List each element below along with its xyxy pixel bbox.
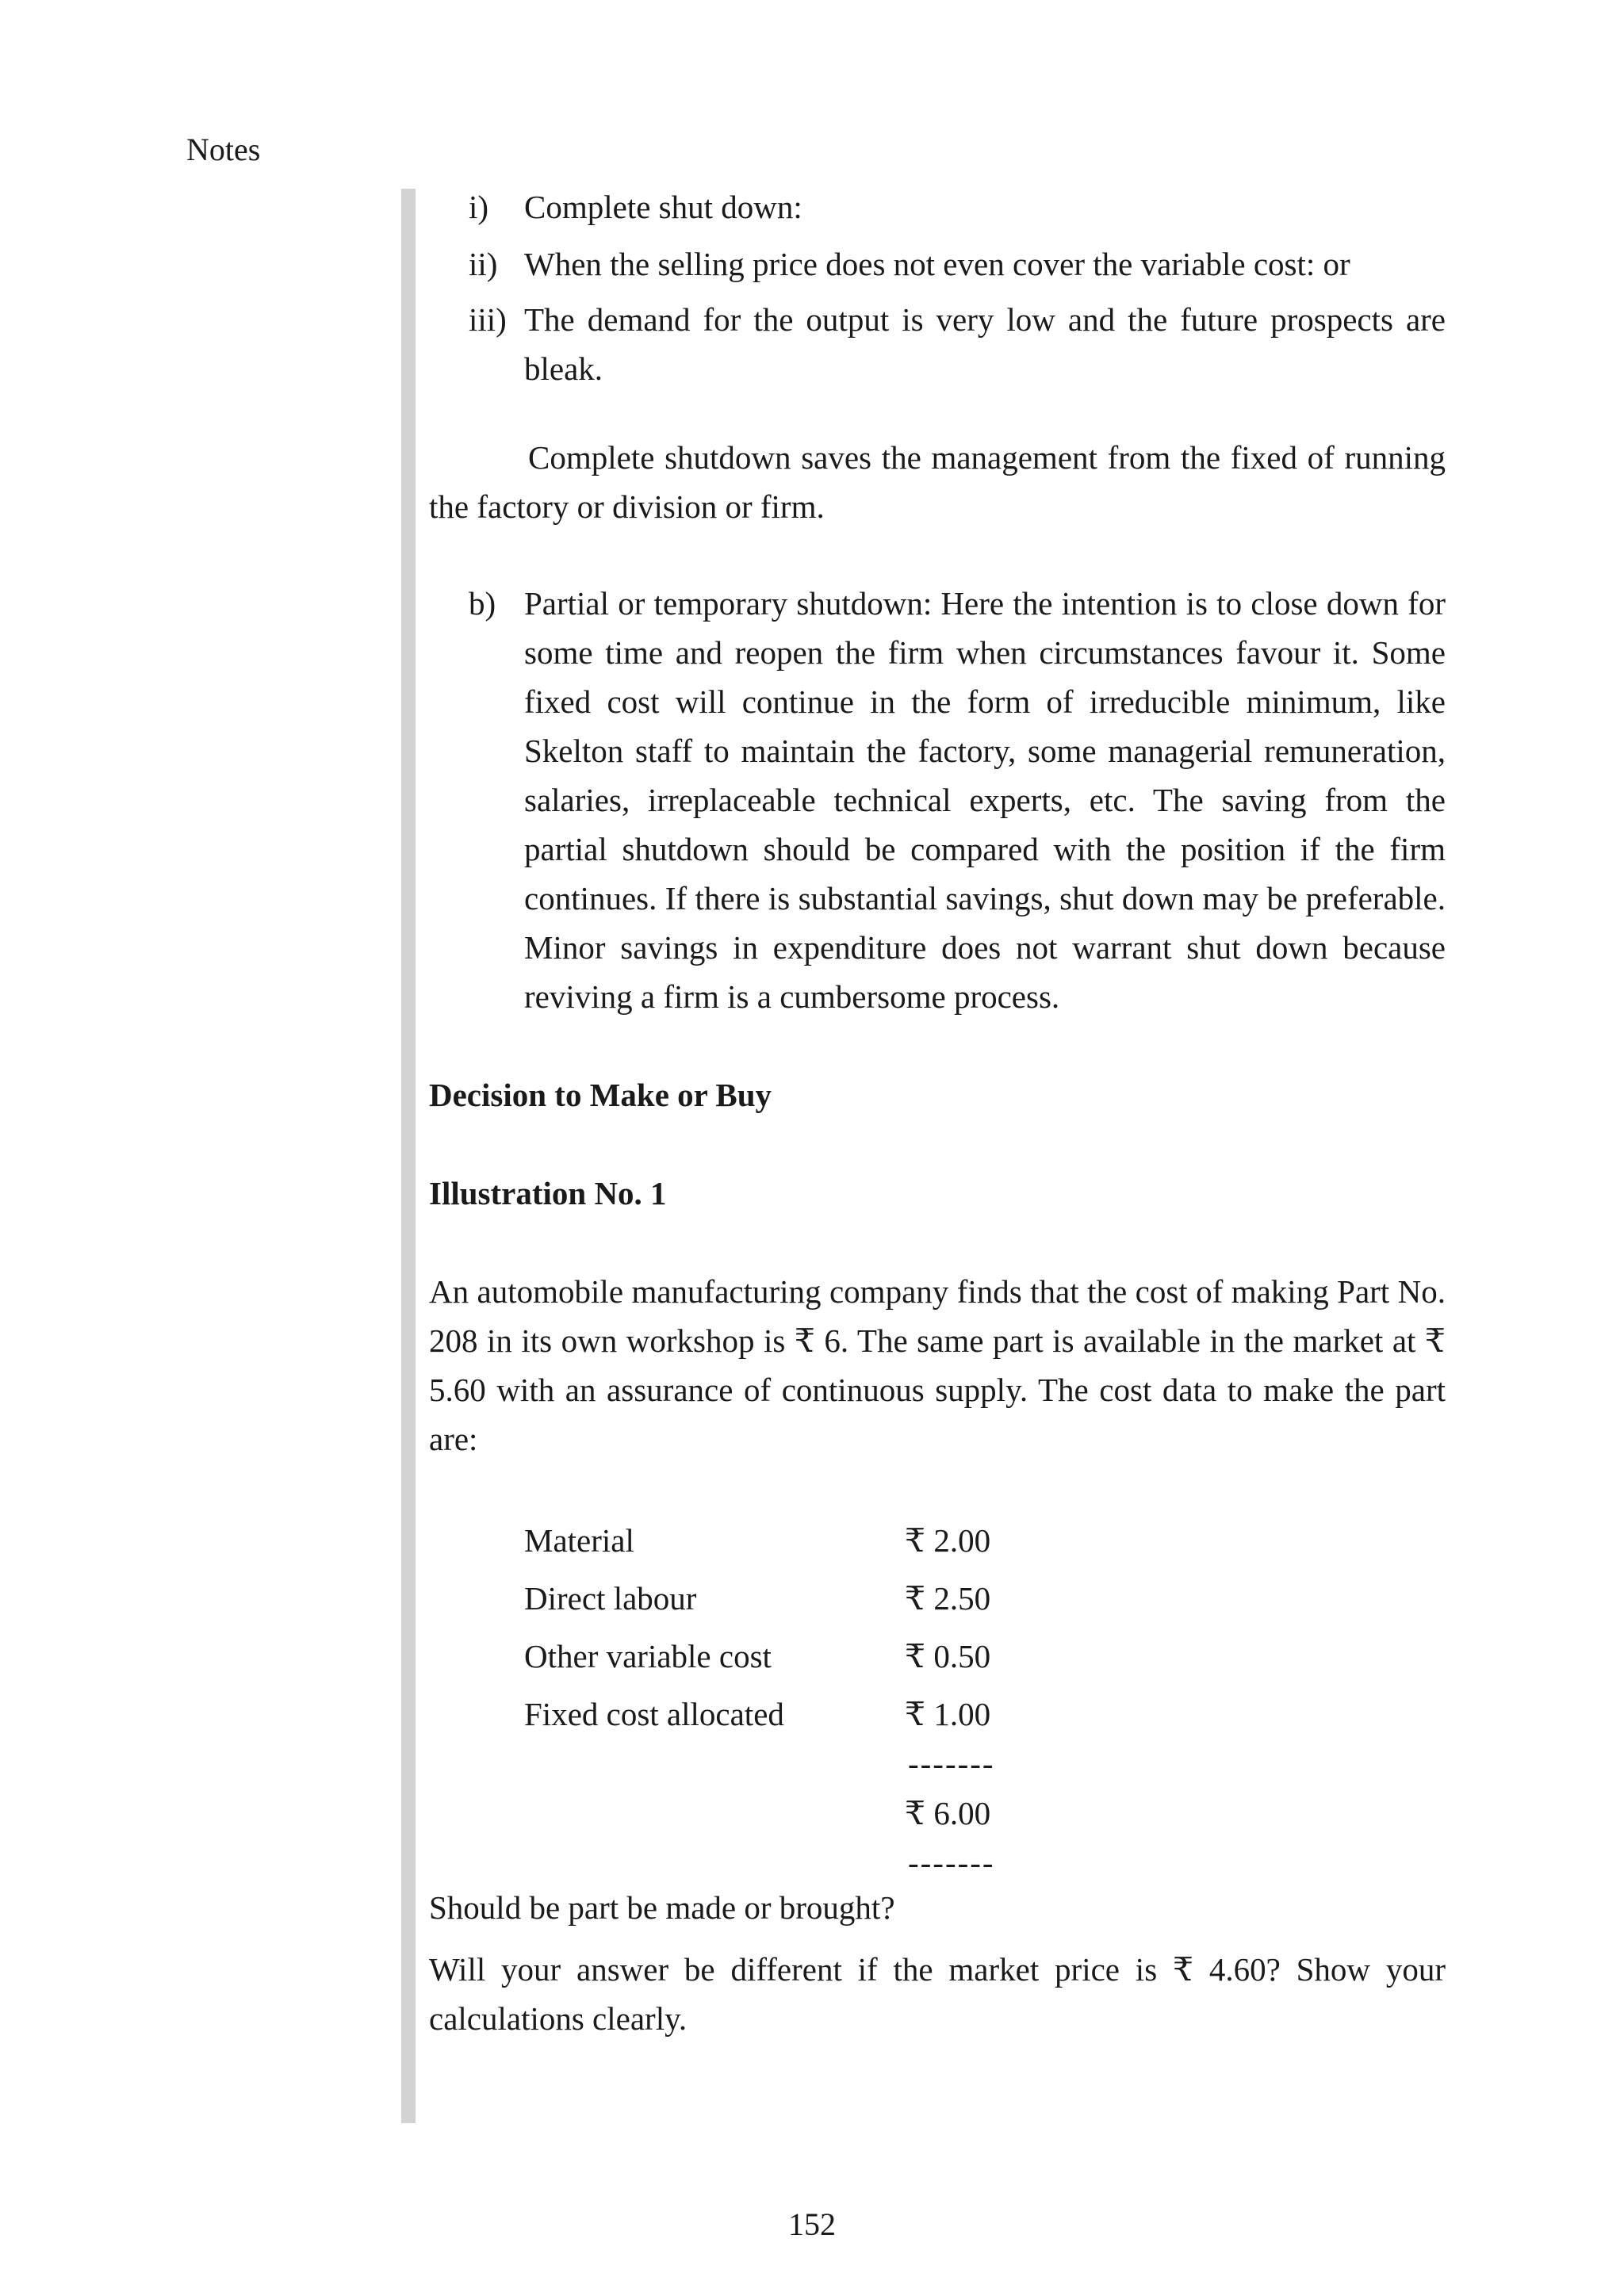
separator-line: ------- (908, 1844, 995, 1881)
page-number: 152 (788, 2206, 836, 2242)
list-marker: ii) (469, 246, 498, 282)
list-item (429, 295, 1446, 393)
question-text: Should be part be made or brought? (429, 1889, 895, 1926)
cost-label: Other variable cost (524, 1637, 772, 1674)
list-item-b (429, 579, 1446, 1021)
list-item-text: When the selling price does not even cover the variable cost: or (524, 246, 1350, 282)
notes-label: Notes (186, 132, 261, 167)
cost-amount: ₹ 2.50 (905, 1579, 991, 1617)
cost-label: Material (524, 1521, 634, 1559)
list-marker: b) (469, 585, 496, 622)
list-marker: i) (469, 189, 489, 225)
list-marker: iii) (469, 301, 507, 338)
notes-margin-bar (401, 189, 416, 2123)
cost-label: Fixed cost allocated (524, 1695, 784, 1732)
cost-row (524, 1685, 1446, 1743)
illustration-paragraph: An automobile manufacturing company finds that the cost of making Part No. 208 in its own workshop is ₹ 6. The same part is available in the market at ₹ 5.60 with an assurance of continuous supply. The cost data to make the part are: (429, 1273, 1446, 1457)
cost-amount: ₹ 0.50 (905, 1637, 991, 1674)
cost-row (524, 1511, 1446, 1569)
question-text: Will your answer be different if the market price is ₹ 4.60? Show your calculations clearly. (429, 1951, 1446, 2037)
section-heading: Decision to Make or Buy (429, 1077, 772, 1113)
page-content (429, 182, 1446, 2043)
list-item-text: The demand for the output is very low and the future prospects are bleak. (524, 301, 1446, 387)
cost-amount: ₹ 2.00 (905, 1521, 991, 1559)
cost-amount: ₹ 1.00 (905, 1695, 991, 1732)
cost-label: Direct labour (524, 1579, 697, 1617)
separator-row (524, 1842, 1446, 1883)
shutdown-paragraph: Complete shutdown saves the management from the fixed of running the factory or division or firm. (429, 439, 1446, 525)
cost-row (524, 1627, 1446, 1685)
cost-total: ₹ 6.00 (905, 1794, 991, 1831)
list-item-text: Partial or temporary shutdown: Here the intention is to close down for some time and reopen the firm when circumstances favour it. Some fixed cost will continue in the form of irreducible minimum, like Skelton staff to maintain the factory, some managerial remuneration, salaries, irreplaceable technical experts, etc. The saving from the partial shutdown should be compared with the position if the firm continues. If there is substantial savings, shut down may be preferable. Minor savings in expenditure does not warrant shut down because reviving a firm is a cumbersome process. (524, 585, 1446, 1015)
cost-row (524, 1569, 1446, 1627)
list-item (429, 182, 1446, 232)
list-item-text: Complete shut down: (524, 189, 802, 225)
separator-line: ------- (908, 1745, 995, 1781)
separator-row (524, 1743, 1446, 1784)
illustration-heading: Illustration No. 1 (429, 1175, 667, 1211)
list-item (429, 239, 1446, 289)
cost-total-row (524, 1784, 1446, 1842)
cost-table (429, 1511, 1446, 1883)
